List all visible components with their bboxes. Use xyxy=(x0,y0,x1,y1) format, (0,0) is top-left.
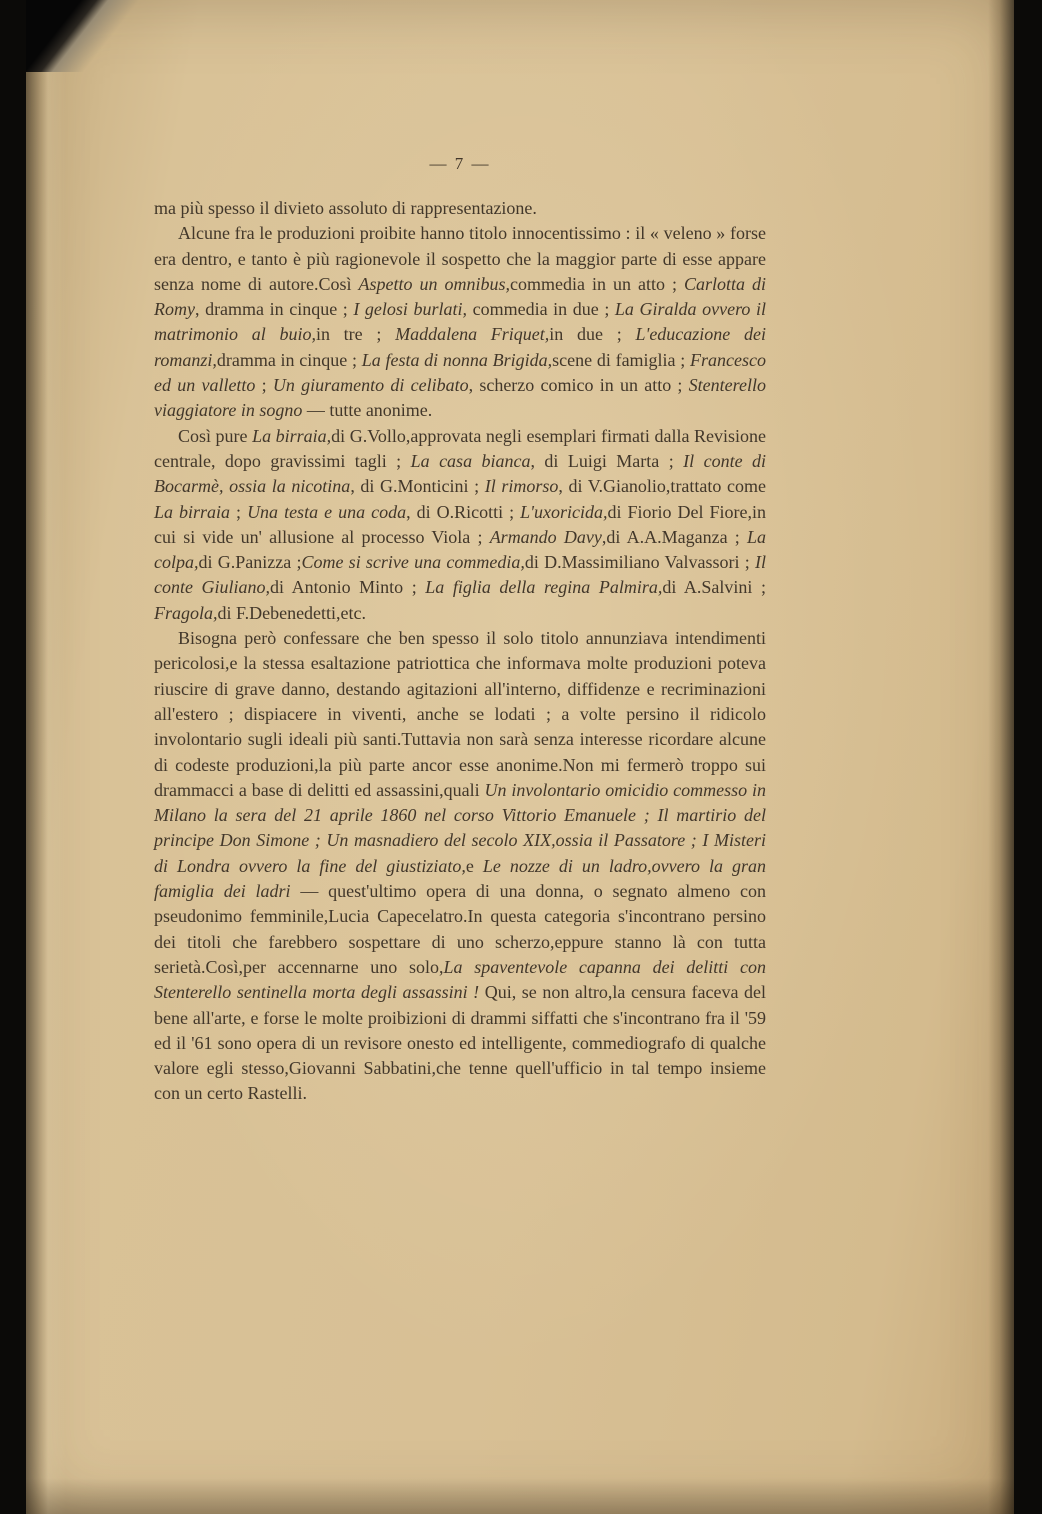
work-title-italic: Armando Davy xyxy=(489,526,602,547)
page-top-left-corner-shadow xyxy=(26,0,166,72)
text-run: di D.Massimiliano Valvassori ; xyxy=(524,552,755,573)
work-title-italic: Il conte Giuliano, xyxy=(154,552,766,598)
work-title-italic: Carlotta di Romy xyxy=(154,273,767,320)
text-run: in due ; xyxy=(549,324,636,345)
text-run: Bisogna però confessare che ben spesso il solo titolo annunziava intendimenti pericolosi,e la stessa esaltazione patriottica che informava molte produzioni poteva riuscire di grave danno, destando agitazioni all'interno, diffidenze e recriminazioni all'estero ; dispiacere in viventi, anche se lodati ; a volte persino il ridicolo involontario sugli ideali più santi.Tuttavia non sarà senza interesse ricordare alcune di codeste produzioni,la più parte ancor esse anonime.Non mi fermerò troppo sui drammacci a base di delitti ed assassini,quali xyxy=(154,628,766,800)
text-run: Così pure xyxy=(178,425,253,446)
text-run: di G.Panizza ; xyxy=(198,552,302,573)
page-number: — 7 — xyxy=(429,154,491,173)
text-run: , di V.Gianolio,trattato come xyxy=(558,476,767,497)
text-run: di A.Salvini ; xyxy=(662,577,766,598)
work-title-italic: Francesco ed un valletto xyxy=(154,349,766,396)
text-run: , di G.Monticini ; xyxy=(350,476,485,497)
work-title-italic: Le nozze di un ladro,ovvero la gran famiglia dei ladri xyxy=(154,855,766,902)
text-run: in tre ; xyxy=(315,324,396,345)
paragraph xyxy=(154,626,766,1107)
page-right-edge-shading xyxy=(988,0,1014,1514)
text-run: , dramma in cinque ; xyxy=(194,299,354,320)
text-run: di Fiorio Del Fiore,in cui si vide un' allusione al processo Viola ; xyxy=(154,501,766,547)
work-title-italic: Maddalena Friquet, xyxy=(395,324,550,345)
text-run: commedia in due ; xyxy=(467,299,615,320)
text-run: Qui, se non altro,la censura faceva del bene all'arte, e forse le molte proibizioni di drammi siffatti che s'incontrano fra il '59 ed il '61 sono opera di un revisore onesto ed intelligente, commediografo di qualche valore egli stesso,Giovanni Sabbatini,che tenne quell'ufficio in tal tempo insieme con un certo Rastelli. xyxy=(154,982,766,1104)
text-run: ma più spesso il divieto assoluto di rappresentazione. xyxy=(154,198,537,218)
paragraph xyxy=(154,424,766,626)
text-run: e xyxy=(465,855,483,876)
paragraph xyxy=(154,221,766,423)
work-title-italic: Il conte di Bocarmè, ossia la nicotina xyxy=(154,450,767,497)
page-left-edge-shading xyxy=(26,0,66,1514)
text-run: commedia in un atto ; xyxy=(510,273,684,294)
text-run: , scherzo comico in un atto ; xyxy=(468,375,689,396)
work-title-italic: La colpa, xyxy=(154,526,767,573)
page-text xyxy=(154,196,766,1107)
work-title-italic: Un giuramento di celibato xyxy=(272,375,469,396)
work-title-italic: La figlia della regina Palmira, xyxy=(425,577,663,598)
text-run: ; xyxy=(255,375,273,396)
work-title-italic: Un involontario omicidio commesso in Milano la sera del 21 aprile 1860 nel corso Vittorio Emanuele ; Il martirio del principe Don Simone ; Un masnadiero del secolo XIX,ossia il Passatore ; I Misteri di Londra ovvero la fine del giustiziato, xyxy=(154,779,767,876)
text-run: — tutte anonime. xyxy=(302,400,433,421)
work-title-italic: Stenterello viaggiatore in sogno xyxy=(154,375,766,421)
text-run: di G.Vollo,approvata negli esemplari firmati dalla Revisione centrale, dopo gravissimi tagli ; xyxy=(154,425,767,471)
work-title-italic: Come si scrive una commedia, xyxy=(301,552,525,573)
work-title-italic: Il rimorso xyxy=(484,476,559,497)
text-run: Alcune fra le produzioni proibite hanno titolo innocentissimo : il « veleno » forse era dentro, e tanto è più ragionevole il sospetto che la maggior parte di esse appare senza nome di autore.Così xyxy=(154,223,766,294)
work-title-italic: La Giralda ovvero il matrimonio al buio, xyxy=(154,299,766,345)
work-title-italic: L'educazione dei romanzi, xyxy=(154,324,766,370)
text-run: scene di famiglia ; xyxy=(552,349,691,370)
paragraph xyxy=(154,196,766,221)
work-title-italic: Aspetto un omnibus, xyxy=(358,273,510,294)
text-run: di Antonio Minto ; xyxy=(270,577,426,598)
page-bottom-shading xyxy=(26,1478,1014,1514)
work-title-italic: La spaventevole capanna dei delitti con Stenterello sentinella morta degli assassini ! xyxy=(154,956,766,1003)
text-run: , di Luigi Marta ; xyxy=(530,450,684,471)
work-title-italic: La birraia, xyxy=(252,425,332,446)
work-title-italic: I gelosi burlati, xyxy=(353,299,468,320)
work-title-italic: L'uxoricida, xyxy=(520,501,608,522)
work-title-italic: Una testa e una coda xyxy=(247,501,407,522)
text-run: — quest'ultimo opera di una donna, o segnato almeno con pseudonimo femminile,Lucia Capecelatro.In questa categoria s'incontrano persino dei titoli che farebbero sospettare di uno scherzo,eppure stanno là con tutta serietà.Così,per accennarne uno solo, xyxy=(154,881,766,977)
text-run: dramma in cinque ; xyxy=(216,349,362,370)
text-run: , di O.Ricotti ; xyxy=(406,501,521,522)
work-title-italic: La birraia xyxy=(154,501,231,522)
text-run: ; xyxy=(230,501,248,522)
text-run: ,di A.A.Maganza ; xyxy=(601,526,747,547)
work-title-italic: La casa bianca xyxy=(410,450,531,471)
work-title-italic: La festa di nonna Brigida, xyxy=(361,349,553,370)
text-run: di F.Debenedetti,etc. xyxy=(217,602,367,623)
book-page xyxy=(26,0,1014,1514)
work-title-italic: Fragola, xyxy=(154,602,218,623)
